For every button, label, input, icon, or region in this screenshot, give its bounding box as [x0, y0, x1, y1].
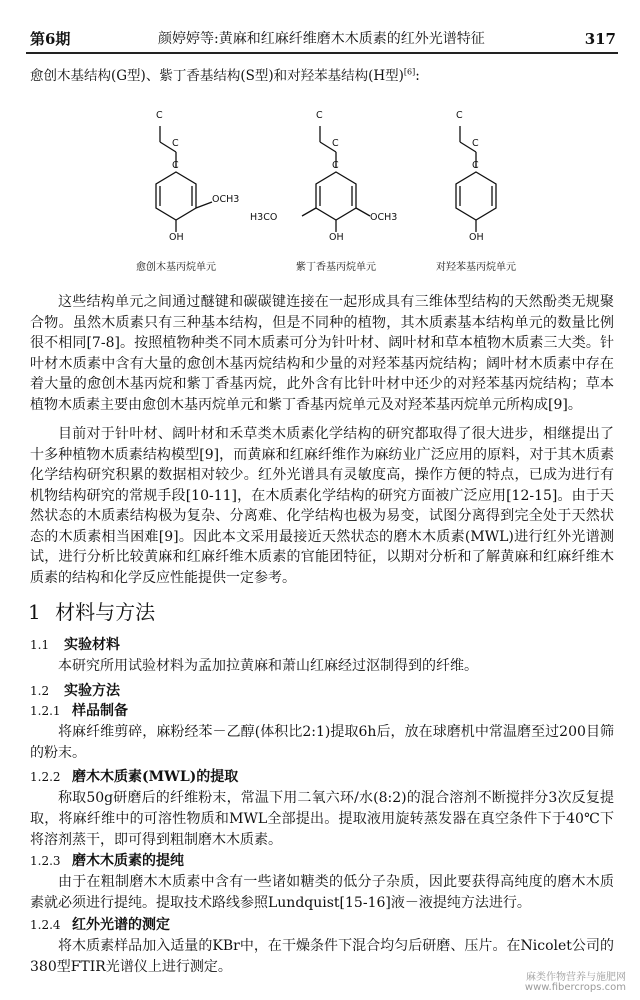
header-rule	[26, 52, 618, 54]
issue-number: 第6期	[30, 30, 71, 48]
lignin-units-figure	[120, 94, 540, 280]
section-heading	[28, 596, 155, 625]
section-number: 1	[28, 600, 41, 624]
subsection-title: 实验方法	[64, 683, 120, 699]
ir-measurement-text: 将木质素样品加入适量的KBr中，在干燥条件下混合均匀后研磨、压片。在Nicolet公司的380型FTIR光谱仪上进行测定。	[30, 938, 614, 975]
subsubsection-heading	[30, 700, 128, 720]
subsection-number: 1.2	[30, 684, 50, 698]
chain-atom-label: C	[156, 110, 163, 121]
intro-text: 愈创木基结构(G型)、紫丁香基结构(S型)和对羟苯基结构(H型)	[30, 68, 404, 84]
subsubsection-title: 磨木木质素(MWL)的提取	[72, 769, 239, 785]
chain-atom-label: C	[316, 110, 323, 121]
subsubsection-heading	[30, 766, 238, 786]
structure-drawing	[120, 94, 540, 280]
paragraph-structure: 这些结构单元之间通过醚键和碳碳键连接在一起形成具有三维体型结构的天然酚类无规聚合物。虽然木质素只有三种基本结构，但是不同种的植物，其木质素基本结构单元的数量比例很不相同[7-8]。按照植物种类不同木质素可分为针叶材、阔叶材和草本植物木质素三大类。针叶材木质素中含有大量的愈创木基丙烷结构和少量的对羟苯基丙烷结构；阔叶材木质素中存在着大量的愈创木基丙烷和紫丁香基丙烷，此外含有比针叶材中还少的对羟苯基丙烷结构；草本植物木质素主要由愈创木基丙烷单元和紫丁香基丙烷单元及对羟苯基丙烷单元所构成[9]。	[30, 294, 614, 413]
subsection-title: 实验材料	[64, 637, 120, 653]
chain-atom-label: C	[172, 138, 179, 149]
hydroxyl-label: OH	[329, 232, 344, 243]
methoxy-label: OCH3	[212, 194, 240, 205]
figure-caption-s: 紫丁香基丙烷单元	[296, 262, 376, 273]
intro-line: 愈创木基结构(G型)、紫丁香基结构(S型)和对羟苯基结构(H型)[6]:	[30, 67, 420, 84]
subsubsection-heading	[30, 850, 184, 870]
subsubsection-number: 1.2.2	[30, 770, 61, 784]
chain-atom-label: C	[172, 160, 179, 171]
chain-atom-label: C	[472, 160, 479, 171]
methoxy-label: OCH3	[370, 212, 398, 223]
subsubsection-heading	[30, 914, 170, 934]
watermark-cn: 麻类作物营养与施肥网	[526, 972, 626, 983]
intro-ref: [6]	[403, 67, 416, 77]
subsubsection-title: 样品制备	[72, 703, 128, 719]
watermark-url: www.fibercrops.com	[524, 982, 626, 993]
subsubsection-number: 1.2.3	[30, 854, 61, 868]
page-number: 317	[584, 30, 616, 48]
chain-atom-label: C	[332, 138, 339, 149]
materials-text: 本研究所用试验材料为孟加拉黄麻和萧山红麻经过沤制得到的纤维。	[58, 658, 478, 674]
sample-prep-text: 将麻纤维剪碎，麻粉经苯－乙醇(体积比2:1)提取6h后，放在球磨机中常温磨至过200目筛的粉末。	[30, 724, 614, 761]
chain-atom-label: C	[472, 138, 479, 149]
hydroxyl-label: OH	[469, 232, 484, 243]
section-title: 材料与方法	[55, 600, 156, 624]
subsubsection-title: 红外光谱的测定	[72, 917, 170, 933]
methoxy-label: H3CO	[250, 212, 278, 223]
subsubsection-title: 磨木木质素的提纯	[72, 853, 184, 869]
subsubsection-number: 1.2.1	[30, 704, 61, 718]
hydroxyl-label: OH	[169, 232, 184, 243]
paragraph-research: 目前对于针叶材、阔叶材和禾草类木质素化学结构的研究都取得了很大进步，相继提出了十多种植物木质素结构模型[9]，而黄麻和红麻纤维作为麻纺业广泛应用的原料，对于其木质素化学结构研究积累的数据相对较少。红外光谱具有灵敏度高，操作方便的特点，已成为进行有机物结构研究的常规手段[10-11]，在木质素化学结构的研究方面被广泛应用[12-15]。由于天然状态的木质素结构极为复杂、分离难、化学结构也极为易变，试图分离得到完全处于天然状态的木质素相当困难[9]。因此本文采用最接近天然状态的磨木木质素(MWL)进行红外光谱测试，进行分析比较黄麻和红麻纤维木质素的官能团特征，以期对分析和了解黄麻和红麻纤维木质素的结构和化学反应性能提供一定参考。	[30, 426, 614, 586]
subsubsection-number: 1.2.4	[30, 918, 61, 932]
figure-caption-h: 对羟苯基丙烷单元	[436, 262, 516, 273]
mwl-extraction-text: 称取50g研磨后的纤维粉末，常温下用二氧六环/水(8:2)的混合溶剂不断搅拌分3次反复提取，将麻纤维中的可溶性物质和MWL全部提出。提取液用旋转蒸发器在真空条件下于40℃下将溶剂蒸干，即可得到粗制磨木木质素。	[30, 790, 614, 848]
running-title: 颜婷婷等:黄麻和红麻纤维磨木木质素的红外光谱特征	[158, 31, 485, 47]
chain-atom-label: C	[456, 110, 463, 121]
page-header	[0, 0, 640, 56]
chain-atom-label: C	[332, 160, 339, 171]
subsection-heading	[30, 680, 120, 700]
subsection-number: 1.1	[30, 638, 50, 652]
mwl-purification-text: 由于在粗制磨木木质素中含有一些诸如糖类的低分子杂质，因此要获得高纯度的磨木木质素就必须进行提纯。提取技术路线参照Lundquist[15-16]液－液提纯方法进行。	[30, 874, 614, 911]
figure-caption-g: 愈创木基丙烷单元	[136, 262, 216, 273]
subsection-heading	[30, 634, 120, 654]
